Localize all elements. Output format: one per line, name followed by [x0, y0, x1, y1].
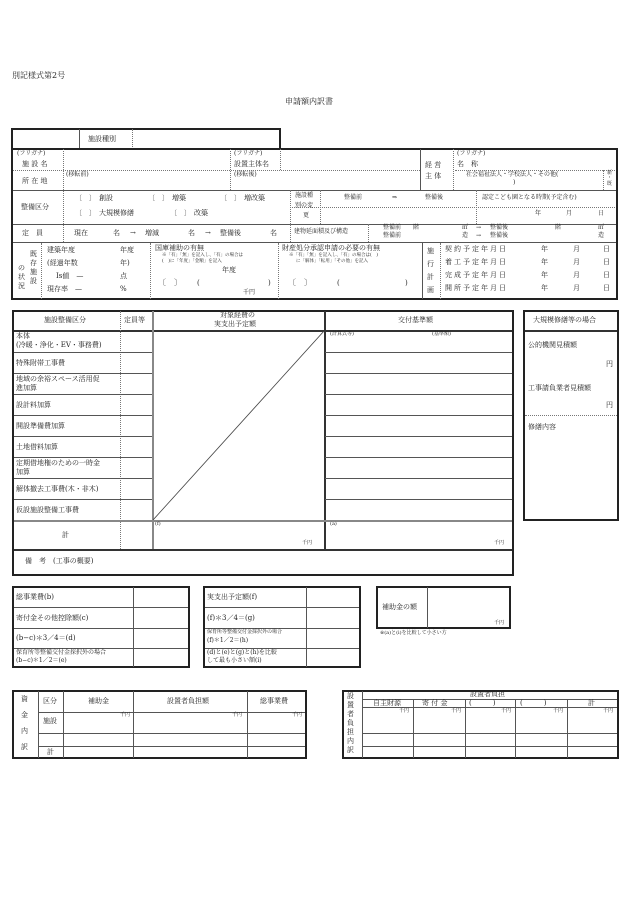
floor-after-1: 整備後 [490, 224, 509, 231]
form-number: 別記様式第2号 [12, 71, 66, 80]
survival-rate-label: 現存率 — [47, 285, 82, 293]
total-label: 計 [62, 531, 69, 539]
capacity-current: 現在 [74, 229, 88, 237]
structure-unit-2: 造 [598, 232, 605, 239]
disposal-checkbox[interactable]: 〔 〕 [288, 278, 312, 287]
calc-d-label: (b−c)＊3／4＝(d) [16, 634, 76, 642]
formula-label: (計算式等) [330, 331, 354, 337]
mark-a: (a) [330, 521, 337, 527]
founder-furigana: (フリガナ) [234, 150, 263, 157]
mark-f: (f) [155, 521, 161, 527]
operator-name-label: 名 称 [457, 160, 478, 168]
row-opening-prep: 開設準備費加算 [16, 422, 65, 430]
page-title: 申請額内訳書 [285, 97, 333, 106]
calc-h-label-2: (f)＊1／2＝(h) [207, 637, 249, 644]
plan-row-contract[interactable]: 契約予定年月日 年 月 日 [445, 245, 610, 253]
repair-content-label: 修繕内容 [528, 423, 556, 431]
type-change-label-2: 別の変 [295, 202, 314, 209]
funds-row-facility: 施設 [43, 717, 57, 725]
after-move-label: (移転後) [234, 171, 257, 178]
grant-amount-label: 補助金の額 [382, 603, 417, 611]
floor-sqm-1: ㎡ [462, 224, 469, 231]
disposal-note-1: ※「有」「無」を記入し、「有」の場合は( ) [289, 253, 379, 258]
row-special-work: 特殊附帯工事費 [16, 359, 65, 367]
capacity-after: 整備後 [220, 229, 241, 237]
funds-row-total: 計 [47, 748, 54, 756]
floor-before-1: 整備前 [383, 224, 402, 231]
founder-input-area[interactable] [364, 715, 617, 757]
total-f-unit: 千円 [302, 540, 313, 546]
public-estimate-label: 公的機関見積額 [528, 341, 577, 349]
before-move-label: (移転前) [66, 171, 89, 178]
facility-name-field[interactable] [65, 151, 228, 169]
plan-row-complete[interactable]: 完成予定年月日 年 月 日 [445, 271, 610, 279]
calc-i-field[interactable] [308, 650, 359, 666]
standard-amount-fields[interactable] [326, 340, 511, 518]
kodomoen-year: 年 [535, 210, 542, 217]
subsidy-label: 国庫補助の有無 [155, 244, 204, 252]
remarks-field[interactable] [120, 553, 510, 573]
capacity-unit-3: 名 [270, 229, 277, 237]
founder-total-unit: 千円 [603, 708, 614, 714]
deduction-field[interactable] [135, 609, 187, 627]
founder-other-1-unit: 千円 [501, 708, 512, 714]
capacity-change: 増減 [145, 229, 159, 237]
total-cost-field[interactable] [135, 589, 187, 606]
calc-g-label: (f)＊3／4＝(g) [207, 614, 255, 622]
total-a-unit: 千円 [494, 540, 505, 546]
col-header-standard: 交付基準額 [398, 316, 433, 324]
row-land-rent: 土地借料加算 [16, 443, 58, 451]
facility-name-label: 施 設 名 [22, 160, 48, 168]
capacity-arrow-1: → [130, 229, 136, 237]
capacity-label: 定 員 [22, 229, 43, 237]
founder-title: 設置者負担 [470, 690, 505, 698]
actual-cost-label: 実支出予定額(f) [207, 593, 258, 601]
large-repair-title: 大規模修繕等の場合 [533, 316, 596, 324]
plan-row-start[interactable]: 着工予定年月日 年 月 日 [445, 258, 610, 266]
location-before-field[interactable] [65, 178, 228, 189]
remarks-label: 備 考 (工事の概要) [25, 557, 94, 565]
facility-type-field[interactable] [134, 131, 279, 147]
calc-i-label-1: (d)と(e)と(g)と(h)を比較 [207, 649, 277, 656]
subsidy-checkbox[interactable]: 〔 〕 [158, 278, 182, 287]
total-cost-label: 総事業費(b) [16, 593, 54, 601]
actual-cost-field[interactable] [308, 589, 359, 606]
furigana-label: (フリガナ) [17, 150, 46, 157]
floor-floors-1: 階 [413, 224, 420, 231]
structure-arrow: → [476, 232, 482, 239]
location-after-field[interactable] [232, 178, 418, 189]
diagonal-strike-line [153, 331, 324, 520]
type-before-label: 整備前 [344, 194, 363, 201]
funds-col-category: 区分 [43, 697, 57, 705]
disposal-note-2: に「解体」「転用」「その他」を記入 [296, 259, 368, 264]
plan-row-opening[interactable]: 開所予定年月日 年 月 日 [445, 284, 610, 292]
calc-d-field[interactable] [135, 630, 187, 647]
founder-col-other-1[interactable]: ( ) [469, 699, 496, 707]
capacity-unit-1: 名 [113, 229, 120, 237]
is-value-unit: 点 [120, 272, 127, 280]
floor-floors-2: 階 [555, 224, 562, 231]
operator-type: 社会福祉法人・学校法人・その他( [466, 171, 559, 178]
public-estimate-unit: 円 [606, 360, 613, 368]
structure-unit-1: 造 [462, 232, 469, 239]
type-change-field[interactable] [322, 209, 474, 222]
row-spare-space: 地域の余裕スペース活用促 進加算 [16, 375, 100, 392]
survival-rate-unit: % [120, 285, 127, 293]
founder-name-field[interactable] [282, 151, 418, 169]
funds-col-founder: 設置者負担額 [167, 697, 209, 705]
operator-type-close: ) [513, 179, 516, 186]
new-label: 新 [607, 170, 613, 176]
founder-col-total: 計 [588, 699, 595, 707]
facility-type-label: 施設種別 [88, 135, 116, 143]
disposal-label: 財産処分承認申請の必要の有無 [282, 244, 380, 252]
type-change-label-3: 更 [303, 212, 310, 219]
row-main-body: 本体 (冷暖・浄化・EV・事務費) [16, 332, 102, 349]
calc-e-label-1: 保育所等整備交付金採択外の場合 [16, 649, 107, 656]
founder-donation-unit: 千円 [451, 708, 462, 714]
existing-status-label: 既 存 施 設 の 状 況 [18, 250, 37, 290]
funds-subsidy-unit: 千円 [120, 712, 131, 718]
capacity-arrow-2: → [205, 229, 211, 237]
construction-plan-label: 施 行 計 画 [427, 247, 434, 294]
subsidy-amount-unit: 千円 [243, 289, 256, 296]
founder-own-unit: 千円 [399, 708, 410, 714]
calc-g-field[interactable] [308, 609, 359, 627]
grant-amount-field[interactable] [429, 589, 509, 619]
calc-h-label-1: 保育所等整備交付金採択外の場合 [207, 629, 283, 635]
construction-plan-dates [445, 245, 615, 299]
total-f-field[interactable] [155, 528, 320, 540]
calc-h-field[interactable] [308, 630, 359, 647]
row-fixed-lease: 定期借地権のための一時金 加算 [16, 459, 100, 476]
floor-arrow-1: → [476, 224, 482, 231]
elapsed-unit: 年) [120, 259, 130, 267]
subsidy-paren-close: ) [268, 279, 271, 287]
funds-input-area[interactable] [65, 719, 305, 757]
calc-e-field[interactable] [135, 650, 187, 666]
kodomoen-day: 日 [598, 210, 605, 217]
kodomoen-label: 認定こども園となる時期(予定含む) [482, 194, 577, 201]
operator-label-1: 経 営 [425, 161, 442, 169]
total-a-field[interactable] [328, 528, 508, 540]
operator-furigana: (フリガナ) [457, 150, 486, 157]
grant-note: ※(a)と(i)を比較して小さい方 [380, 630, 447, 636]
type-after-label: 整備後 [425, 194, 444, 201]
capacity-column-fields[interactable] [122, 332, 151, 519]
row-demolition: 解体撤去工事費(木・非木) [16, 485, 99, 493]
funds-side-label: 資 金 内 訳 [21, 695, 28, 751]
dot-label: ・ [607, 175, 613, 181]
elapsed-label: (経過年数 [47, 259, 78, 267]
calc-i-label-2: して最も小さい額(i) [207, 657, 262, 664]
location-label: 所 在 地 [22, 177, 48, 185]
subsidy-year-unit: 年度 [222, 266, 236, 274]
founder-col-donation: 寄 付 金 [422, 699, 448, 707]
founder-name-label: 設置主体名 [234, 160, 269, 168]
funds-founder-unit: 千円 [232, 712, 243, 718]
type-arrow: ⇒ [392, 194, 398, 201]
capacity-unit-2: 名 [188, 229, 195, 237]
funds-col-total: 総事業費 [260, 697, 288, 705]
type-change-label-1: 施設種 [295, 192, 314, 199]
subsidy-paren-open: ( [197, 279, 200, 287]
row-temporary: 仮設施設整備工事費 [16, 506, 79, 514]
is-value-label: Is値 — [56, 272, 84, 280]
floor-sqm-2: ㎡ [598, 224, 605, 231]
subsidy-note-1: ※「有」「無」を記入し、「有」の場合は [162, 253, 243, 258]
col-header-category: 施設整備区分 [44, 316, 86, 324]
col-header-capacity: 定員等 [124, 316, 145, 324]
kodomoen-month: 月 [566, 210, 573, 217]
structure-after: 整備後 [490, 232, 509, 239]
subsidy-note-2: ( )に「年度」「金額」を記入 [162, 259, 222, 264]
row-design-fee: 設計料加算 [16, 401, 51, 409]
contractor-estimate-label: 工事請負業者見積額 [528, 384, 591, 392]
category-label: 整備区分 [21, 203, 49, 211]
operator-label-2: 主 体 [425, 172, 442, 180]
disposal-paren-open: ( [337, 279, 340, 287]
calc-e-label-2: (b−c)＊1／2＝(e) [16, 657, 67, 664]
deduction-label: 寄付金その他控除額(c) [16, 614, 89, 622]
funds-total-unit: 千円 [292, 712, 303, 718]
founder-side-label: 設 置 者 負 担 内 訳 [347, 692, 354, 754]
contractor-estimate-unit: 円 [606, 401, 613, 409]
founder-other-2-unit: 千円 [553, 708, 564, 714]
standard-amount-label: (基準額) [432, 331, 451, 337]
floor-area-label: 建物延面積及び構造 [294, 228, 349, 235]
funds-col-subsidy: 補助金 [88, 697, 109, 705]
founder-col-own: 自主財源 [373, 699, 401, 707]
disposal-paren-close: ) [405, 279, 408, 287]
existing-label: 既 [607, 181, 613, 187]
structure-before: 整備前 [383, 232, 402, 239]
built-year-unit: 年度 [120, 246, 134, 254]
col-header-cost-1: 対象経費の [220, 311, 255, 319]
built-year-label: 建築年度 [47, 246, 75, 254]
col-header-cost-2: 実支出予定額 [214, 320, 256, 328]
grant-amount-unit: 千円 [494, 620, 505, 626]
repair-content-field[interactable] [527, 435, 615, 517]
founder-col-other-2[interactable]: ( ) [520, 699, 547, 707]
